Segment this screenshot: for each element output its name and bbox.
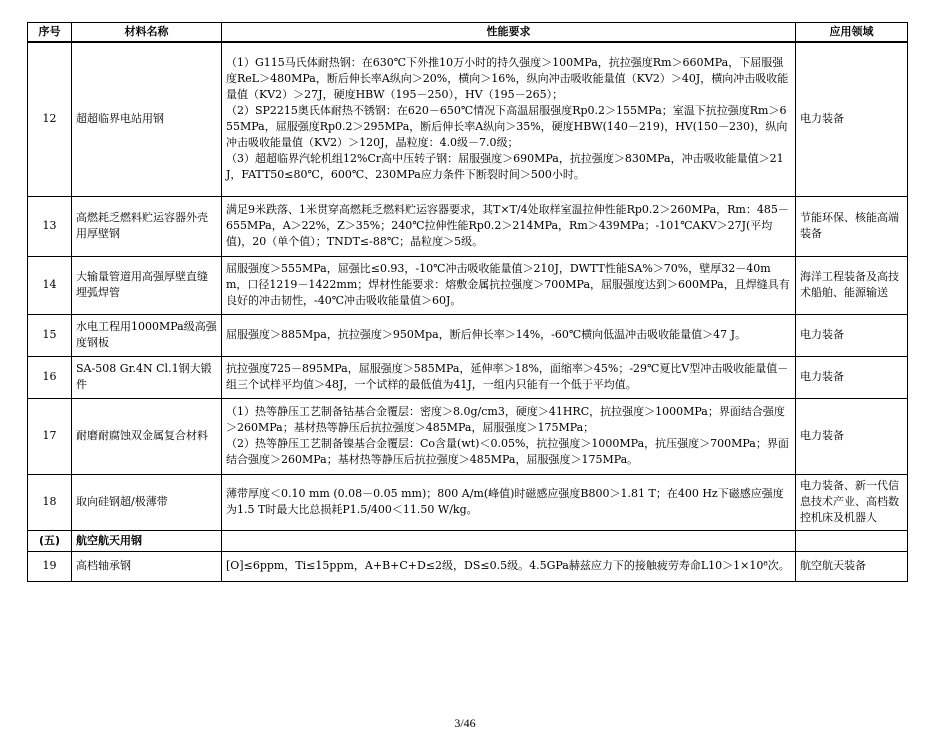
header-requirements: 性能要求	[222, 23, 796, 43]
application-field: 电力装备	[796, 356, 908, 398]
requirements-cell: 屈服强度＞885Mpa，抗拉强度＞950Mpa，断后伸长率＞14%，-60℃横向低温冲击吸收能量值＞47 J。	[222, 314, 796, 356]
section-title: 航空航天用钢	[72, 530, 222, 551]
material-name: 水电工程用1000MPa级高强度钢板	[72, 314, 222, 356]
material-name: 高档轴承钢	[72, 551, 222, 581]
header-no: 序号	[28, 23, 72, 43]
requirement-line: （2）热等静压工艺制备镍基合金覆层：Co含量(wt)＜0.05%，抗拉强度＞1000MPa，抗压强度＞700MPa；界面结合强度＞260MPa；基材热等静压后抗拉强度＞485MPa，屈服强度＞175MPa。	[226, 437, 789, 466]
application-field: 航空航天装备	[796, 551, 908, 581]
table-row	[28, 256, 908, 314]
requirement-line: （1）G115马氏体耐热钢：在630℃下外推10万小时的持久强度＞100MPa，抗拉强度Rm＞660MPa，下屈服强度ReL＞480MPa，断后伸长率A纵向＞20%，横向＞16%，纵向冲击吸收能量值（KV2）＞40J，横向冲击吸收能量值（KV2）＞27J，硬度HBW（195－250），HV（195－265）；	[226, 56, 789, 102]
material-name: 耐磨耐腐蚀双金属复合材料	[72, 398, 222, 474]
table-row	[28, 474, 908, 530]
application-field: 节能环保、核能高端装备	[796, 196, 908, 256]
section-row	[28, 530, 908, 551]
row-number: 19	[28, 551, 72, 581]
material-name: 取向硅钢超/极薄带	[72, 474, 222, 530]
table-row	[28, 42, 908, 196]
table-row	[28, 314, 908, 356]
requirement-line: （1）热等静压工艺制备钴基合金覆层：密度＞8.0g/cm3，硬度＞41HRC，抗拉强度＞1000MPa；界面结合强度＞260MPa；基材热等静压后抗拉强度＞485MPa，屈服强度＞175MPa；	[226, 405, 785, 434]
row-number: 17	[28, 398, 72, 474]
application-field: 电力装备	[796, 398, 908, 474]
application-field: 电力装备	[796, 314, 908, 356]
section-empty-cell	[222, 530, 796, 551]
row-number: 13	[28, 196, 72, 256]
material-name: SA-508 Gr.4N Cl.1钢大锻件	[72, 356, 222, 398]
row-number: 16	[28, 356, 72, 398]
table-row	[28, 356, 908, 398]
table-header-row	[28, 23, 908, 43]
application-field: 电力装备、新一代信息技术产业、高档数控机床及机器人	[796, 474, 908, 530]
requirement-line: （2）SP2215奥氏体耐热不锈钢：在620－650℃情况下高温屈服强度Rp0.2＞155MPa；室温下抗拉强度Rm＞655MPa，屈服强度Rp0.2＞295MPa，断后伸长率A纵向＞35%，硬度HBW(140－219)，HV(150－230)，纵向冲击吸收能量值（KV2）＞120J，晶粒度：4.0级－7.0级；	[226, 104, 788, 150]
requirements-cell: [O]≤6ppm，Ti≤15ppm，A+B+C+D≤2级，DS≤0.5级。4.5GPa赫兹应力下的接触疲劳寿命L10＞1×10⁸次。	[222, 551, 796, 581]
section-number: (五)	[28, 530, 72, 551]
requirements-cell: 抗拉强度725－895MPa，屈服强度＞585MPa，延伸率＞18%，面缩率＞45%；-29℃夏比V型冲击吸收能量值－组三个试样平均值＞48J，一个试样的最低值为41J，一组内只能有一个低于平均值。	[222, 356, 796, 398]
row-number: 18	[28, 474, 72, 530]
header-material: 材料名称	[72, 23, 222, 43]
row-number: 14	[28, 256, 72, 314]
page-number: 3/46	[454, 716, 476, 730]
row-number: 15	[28, 314, 72, 356]
section-empty-cell	[796, 530, 908, 551]
requirements-cell	[222, 42, 796, 196]
material-name: 超超临界电站用钢	[72, 42, 222, 196]
table-row	[28, 398, 908, 474]
table-row	[28, 551, 908, 581]
materials-table	[27, 22, 908, 582]
requirements-cell: 屈服强度＞555MPa，屈强比≤0.93，-10℃冲击吸收能量值＞210J，DWTT性能SA%＞70%，壁厚32－40mm，口径1219－1422mm；焊材性能要求：熔敷金属抗拉强度＞700MPa，屈服强度达到＞600MPa，且焊缝具有良好的冲击韧性，-40℃冲击吸收能量值＞60J。	[222, 256, 796, 314]
application-field: 海洋工程装备及高技术船舶、能源输送	[796, 256, 908, 314]
requirement-line: （3）超超临界汽轮机组12%Cr高中压转子钢：屈服强度＞690MPa，抗拉强度＞830MPa，冲击吸收能量值＞21J，FATT50≤80℃，600℃、230MPa应力条件下断裂时间＞500小时。	[226, 152, 784, 182]
material-name: 大输量管道用高强厚壁直缝埋弧焊管	[72, 256, 222, 314]
material-name: 高燃耗乏燃料贮运容器外壳用厚壁钢	[72, 196, 222, 256]
table-row	[28, 196, 908, 256]
requirements-cell	[222, 398, 796, 474]
header-application: 应用领域	[796, 23, 908, 43]
application-field: 电力装备	[796, 42, 908, 196]
requirements-cell: 薄带厚度＜0.10 mm (0.08－0.05 mm)；800 A/m(峰值)时磁感应强度B800＞1.81 T；在400 Hz下磁感应强度为1.5 T时最大比总损耗P1.5/400＜11.50 W/kg。	[222, 474, 796, 530]
requirements-cell: 满足9米跌落、1米贯穿高燃耗乏燃料贮运容器要求，其T×T/4处取样室温拉伸性能Rp0.2＞260MPa，Rm：485－655MPa，A＞22%，Z＞35%；240℃拉伸性能Rp0.2＞214MPa，Rm＞439MPa；-101℃AKV＞27J(平均值)，20（单个值）；TNDT≤-88℃；晶粒度＞5级。	[222, 196, 796, 256]
row-number: 12	[28, 42, 72, 196]
